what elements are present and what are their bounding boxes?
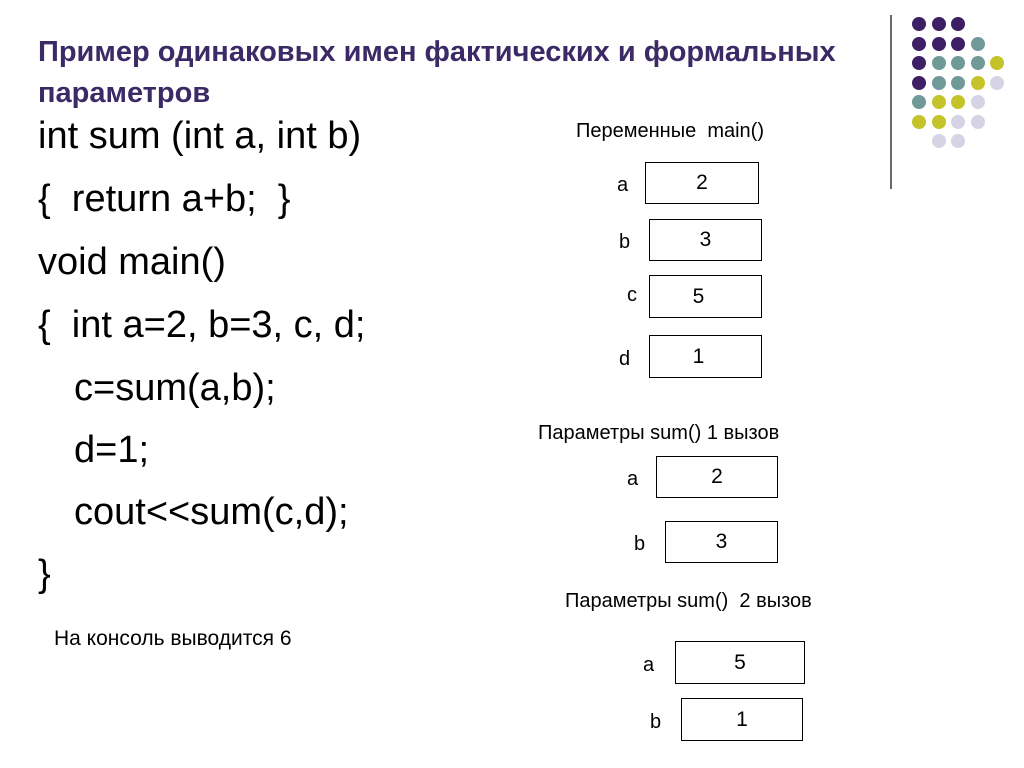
- decorative-dot: [932, 115, 946, 129]
- decorative-dot: [932, 95, 946, 109]
- main-variables-label: Переменные main(): [576, 120, 764, 142]
- decorative-dot: [951, 17, 965, 31]
- call2-var-b-value: 1: [736, 707, 748, 731]
- sum-call1-label: Параметры sum() 1 вызов: [538, 422, 780, 444]
- decorative-dot: [951, 37, 965, 51]
- decorative-dot: [971, 115, 985, 129]
- code-line-4: { int a=2, b=3, c, d;: [38, 304, 366, 346]
- main-var-a-value: 2: [696, 171, 708, 194]
- decorative-dot: [912, 56, 926, 70]
- decorative-dot: [932, 56, 946, 70]
- decorative-dot: [951, 95, 965, 109]
- decorative-dot: [912, 17, 926, 31]
- decorative-dot: [951, 134, 965, 148]
- call2-var-a-name: a: [643, 654, 655, 676]
- decorative-dot: [990, 76, 1004, 90]
- decorative-dot: [951, 76, 965, 90]
- call2-var-b-name: b: [650, 711, 662, 733]
- decorative-dot: [971, 37, 985, 51]
- call2-var-a-box: [675, 641, 805, 684]
- main-var-b-value: 3: [699, 228, 712, 251]
- call1-var-b-value: 3: [715, 530, 728, 553]
- decorative-dot: [912, 115, 926, 129]
- call1-var-a-name: a: [627, 468, 639, 490]
- call1-var-b-name: b: [634, 533, 646, 555]
- decorative-dot: [912, 95, 926, 109]
- main-var-b-box: [649, 219, 762, 261]
- main-var-c-name: c: [627, 284, 637, 306]
- call1-var-b-box: [665, 521, 778, 563]
- code-line-5: c=sum(a,b);: [74, 367, 276, 409]
- main-var-a-name: a: [617, 174, 629, 196]
- slide-title: Пример одинаковых имен фактических и формальных параметров: [38, 36, 836, 109]
- decorative-vertical-line: [890, 15, 892, 189]
- call2-var-b-box: [681, 698, 803, 741]
- code-line-2: { return a+b; }: [38, 178, 291, 220]
- decorative-dot: [932, 76, 946, 90]
- main-var-a-box: [645, 162, 759, 204]
- main-var-d-value: 1: [692, 344, 705, 368]
- main-var-d-name: d: [619, 348, 631, 370]
- console-output-note: На консоль выводится 6: [54, 627, 292, 650]
- decorative-dot: [932, 17, 946, 31]
- call1-var-a-box: [656, 456, 778, 498]
- decorative-dot: [971, 56, 985, 70]
- decorative-dot: [951, 115, 965, 129]
- call1-var-a-value: 2: [711, 465, 723, 488]
- code-line-6: d=1;: [74, 429, 150, 471]
- sum-call2-label: Параметры sum() 2 вызов: [565, 590, 812, 612]
- code-line-3: void main(): [38, 241, 226, 283]
- call2-var-a-value: 5: [734, 650, 746, 674]
- decorative-dot: [912, 37, 926, 51]
- decorative-dot: [971, 76, 985, 90]
- decorative-dot: [932, 134, 946, 148]
- main-var-c-box: [649, 275, 762, 318]
- decorative-dot: [971, 95, 985, 109]
- decorative-dot: [912, 76, 926, 90]
- main-var-c-value: 5: [692, 284, 705, 308]
- decorative-dot: [951, 56, 965, 70]
- code-line-1: int sum (int a, int b): [38, 115, 362, 157]
- decorative-dot: [990, 56, 1004, 70]
- main-var-d-box: [649, 335, 762, 378]
- code-line-8: }: [38, 553, 51, 595]
- main-var-b-name: b: [619, 231, 631, 253]
- code-line-7: cout<<sum(c,d);: [74, 491, 349, 533]
- decorative-dot: [932, 37, 946, 51]
